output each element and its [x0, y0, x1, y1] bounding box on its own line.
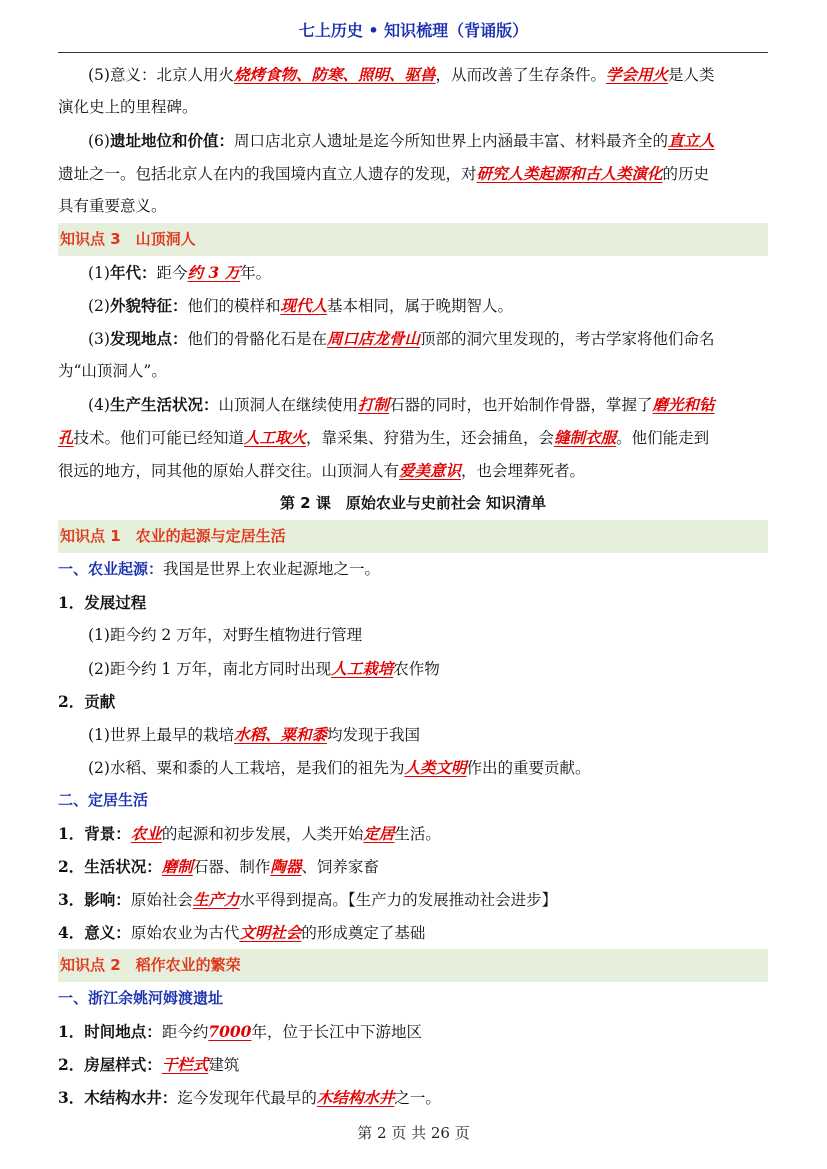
answer-key: 约 3 万 — [187, 263, 241, 282]
answer-key: 现代人 — [280, 296, 328, 315]
answer-key: 爱美意识 — [399, 461, 462, 480]
list-item: (1)世界上最早的栽培水稻、粟和黍均发现于我国 — [88, 725, 420, 744]
paragraph-line: 很远的地方，同其他的原始人群交往。山顶洞人有爱美意识，也会埋葬死者。 — [58, 461, 586, 480]
answer-key: 7000 — [208, 1022, 252, 1041]
lesson-title: 第 2 课 原始农业与史前社会 知识清单 — [279, 494, 547, 512]
paragraph-significance: (5)意义：北京人用火烧烤食物、防寒、照明、驱兽，从而改善了生存条件。学会用火是人类 — [88, 65, 715, 84]
answer-key: 学会用火 — [606, 65, 669, 84]
paragraph-site-value: (6)遗址地位和价值：周口店北京人遗址是迄今所知世界上内涵最丰富、材料最齐全的直立人 — [88, 131, 715, 150]
list-item: (1)距今约 2 万年，对野生植物进行管理 — [88, 626, 363, 644]
answer-key: 人工取火 — [244, 428, 307, 447]
answer-key: 缝制衣服 — [554, 428, 617, 447]
item-house-style: 2．房屋样式：干栏式建筑 — [58, 1055, 240, 1074]
item-era: (1)年代：距今约 3 万年。 — [88, 263, 272, 282]
answer-key: 磨光和钻 — [652, 395, 715, 414]
item-living-conditions: 2．生活状况：磨制石器、制作陶器、饲养家畜 — [58, 857, 379, 876]
item-impact: 3．影响：原始社会生产力水平得到提高。【生产力的发展推动社会进步】 — [58, 890, 558, 909]
item-heading-contribution: 2．贡献 — [58, 692, 116, 711]
answer-key: 文明社会 — [239, 923, 302, 942]
answer-key: 水稻、粟和黍 — [233, 725, 327, 744]
header-divider — [58, 52, 768, 53]
answer-key: 农业 — [130, 824, 162, 843]
answer-key: 人工栽培 — [331, 659, 394, 678]
item-location: (3)发现地点：他们的骨骼化石是在周口店龙骨山顶部的洞穴里发现的，考古学家将他们命名 — [88, 329, 715, 348]
paragraph-line: 孔技术。他们可能已经知道人工取火，靠采集、狩猎为生，还会捕鱼，会缝制衣服。他们能走到 — [58, 428, 710, 447]
list-item: (2)距今约 1 万年，南北方同时出现人工栽培农作物 — [88, 659, 440, 678]
page-number: 第 2 页 共 26 页 — [357, 1124, 470, 1142]
answer-key: 打制 — [358, 395, 390, 414]
item-background: 1．背景：农业的起源和初步发展，人类开始定居生活。 — [58, 824, 441, 843]
item-heading-development: 1．发展过程 — [58, 593, 147, 612]
subheading-hemudu: 一、浙江余姚河姆渡遗址 — [58, 989, 224, 1007]
answer-key: 直立人 — [668, 131, 715, 150]
answer-key: 烧烤食物、防寒、照明、驱兽 — [233, 65, 436, 84]
item-living: (4)生产生活状况：山顶洞人在继续使用打制石器的同时，也开始制作骨器，掌握了磨光和钻 — [88, 395, 715, 414]
answer-key: 定居 — [363, 824, 395, 843]
answer-key: 木结构水井 — [316, 1088, 395, 1107]
paragraph-line: 遗址之一。包括北京人在内的我国境内直立人遗存的发现，对研究人类起源和古人类演化的历史 — [58, 164, 710, 183]
answer-key: 生产力 — [192, 890, 240, 909]
answer-key: 干栏式 — [161, 1055, 209, 1074]
section-heading-kp3: 知识点 3 山顶洞人 — [58, 223, 768, 256]
item-time-place: 1．时间地点：距今约7000年，位于长江中下游地区 — [58, 1022, 422, 1041]
item-meaning: 4．意义：原始农业为古代文明社会的形成奠定了基础 — [58, 923, 426, 942]
list-item: (2)水稻、粟和黍的人工栽培，是我们的祖先为人类文明作出的重要贡献。 — [88, 758, 591, 777]
subheading-agriculture-origin: 一、农业起源：我国是世界上农业起源地之一。 — [58, 560, 381, 578]
section-heading-kp2: 知识点 2 稻作农业的繁荣 — [58, 949, 768, 982]
answer-key: 研究人类起源和古人类演化 — [476, 164, 663, 183]
subheading-settled-life: 二、定居生活 — [58, 791, 149, 809]
answer-key: 周口店龙骨山 — [327, 329, 421, 348]
paragraph-line: 为“山顶洞人”。 — [58, 362, 167, 380]
document-body — [58, 58, 768, 1114]
page-header-title: 七上历史 • 知识梳理（背诵版） — [298, 21, 529, 40]
answer-key: 孔 — [58, 428, 74, 447]
answer-key: 磨制 — [161, 857, 193, 876]
section-heading-kp1: 知识点 1 农业的起源与定居生活 — [58, 520, 768, 553]
paragraph-line: 具有重要意义。 — [58, 197, 167, 215]
item-appearance: (2)外貌特征：他们的模样和现代人基本相同，属于晚期智人。 — [88, 296, 514, 315]
item-wooden-well: 3．木结构水井：迄今发现年代最早的木结构水井之一。 — [58, 1088, 441, 1107]
paragraph-line: 演化史上的里程碑。 — [58, 98, 198, 116]
answer-key: 陶器 — [270, 857, 302, 876]
answer-key: 人类文明 — [404, 758, 467, 777]
